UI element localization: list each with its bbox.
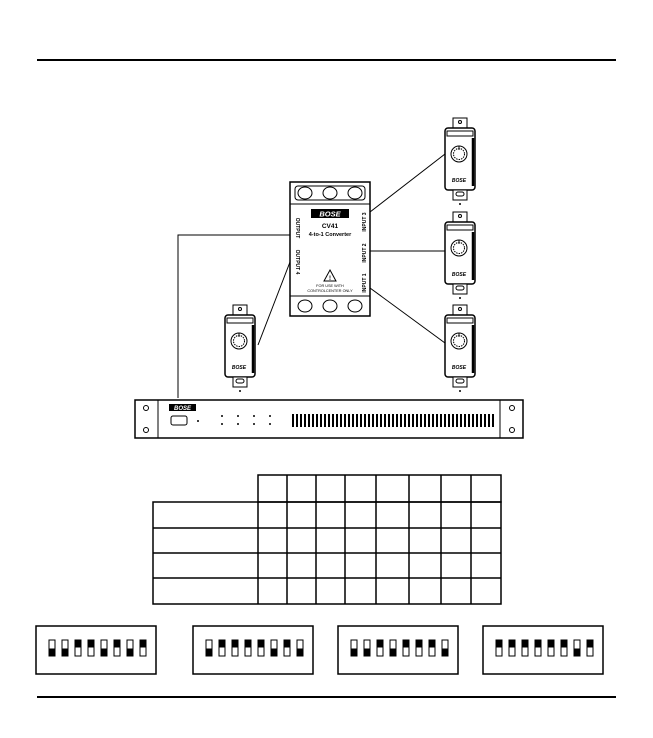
wall-controller-input2: [445, 212, 475, 299]
controller-brand-logo: BOSE: [451, 178, 467, 184]
dip-switch: [587, 640, 593, 656]
vent-slot: [368, 414, 370, 427]
dip-switch: [522, 640, 528, 656]
vent-slot: [464, 414, 466, 427]
rack-amplifier: [135, 400, 523, 438]
vent-slot: [432, 414, 434, 427]
dip-switch: [62, 640, 68, 656]
input3-wire: [370, 154, 445, 212]
cv41-model: CV41: [321, 223, 339, 230]
dip-switch-panels: [36, 626, 603, 674]
dip-switch: [88, 640, 94, 656]
dip-switch: [403, 640, 409, 656]
vent-slot: [296, 414, 298, 427]
vent-slot: [420, 414, 422, 427]
dip-switch: [140, 640, 146, 656]
dip-switch: [297, 640, 303, 656]
dip-switch-panel: [483, 626, 603, 674]
vent-slot: [364, 414, 366, 427]
vent-slot: [460, 414, 462, 427]
dip-switch-panel: [193, 626, 313, 674]
output4-wire: [258, 262, 290, 345]
vent-slot: [488, 414, 490, 427]
dip-switch: [271, 640, 277, 656]
vent-slot: [380, 414, 382, 427]
vent-slot: [448, 414, 450, 427]
dip-switch: [49, 640, 55, 656]
controller-brand-logo: BOSE: [231, 365, 247, 371]
amp-brand-logo: BOSE: [173, 406, 192, 412]
dip-switch: [429, 640, 435, 656]
dip-switch: [127, 640, 133, 656]
dip-switch: [377, 640, 383, 656]
input2-label: INPUT 2: [362, 243, 368, 263]
dip-switch: [390, 640, 396, 656]
controller-brand-logo: BOSE: [451, 365, 467, 371]
vent-slot: [416, 414, 418, 427]
cv41-name: 4-to-1 Converter: [308, 232, 352, 238]
vent-slot: [332, 414, 334, 427]
vent-slot: [328, 414, 330, 427]
wall-controller-input3: [445, 118, 475, 205]
dip-switch: [548, 640, 554, 656]
vent-slot: [304, 414, 306, 427]
dip-switch: [364, 640, 370, 656]
vent-slot: [352, 414, 354, 427]
vent-slot: [428, 414, 430, 427]
vent-slot: [472, 414, 474, 427]
vent-slot: [476, 414, 478, 427]
warning-text-2: CONTROLCENTER ONLY: [307, 289, 353, 293]
vent-slot: [312, 414, 314, 427]
vent-slot: [392, 414, 394, 427]
vent-slot: [440, 414, 442, 427]
wall-controller-input1: [445, 305, 475, 392]
vent-slot: [456, 414, 458, 427]
dip-switch: [219, 640, 225, 656]
wall-controller-output4: [225, 305, 255, 392]
vent-slot: [436, 414, 438, 427]
vent-slot: [452, 414, 454, 427]
dip-switch: [75, 640, 81, 656]
vent-slot: [336, 414, 338, 427]
vent-slot: [384, 414, 386, 427]
dip-switch-panel: [338, 626, 458, 674]
input1-wire: [370, 288, 445, 343]
dip-switch-panel: [36, 626, 156, 674]
vent-slot: [360, 414, 362, 427]
dip-switch: [232, 640, 238, 656]
dip-switch: [535, 640, 541, 656]
vent-slot: [404, 414, 406, 427]
vent-slot: [372, 414, 374, 427]
dip-switch: [442, 640, 448, 656]
vent-slot: [492, 414, 494, 427]
vent-slot: [444, 414, 446, 427]
switch-table: [153, 475, 501, 604]
dip-switch: [496, 640, 502, 656]
dip-switch: [351, 640, 357, 656]
cv41-brand-logo: BOSE: [319, 209, 341, 219]
output4-label: OUTPUT 4: [294, 249, 300, 275]
controller-brand-logo: BOSE: [451, 272, 467, 278]
svg-text:!: !: [329, 276, 331, 282]
dip-switch: [114, 640, 120, 656]
vent-slot: [348, 414, 350, 427]
vent-slot: [344, 414, 346, 427]
vent-slot: [300, 414, 302, 427]
input3-label: INPUT 3: [362, 212, 368, 232]
vent-slot: [356, 414, 358, 427]
vent-slot: [292, 414, 294, 427]
vent-slot: [388, 414, 390, 427]
dip-switch: [574, 640, 580, 656]
vent-slot: [308, 414, 310, 427]
dip-switch: [284, 640, 290, 656]
vent-slot: [424, 414, 426, 427]
cv41-converter: [290, 182, 370, 316]
output-label: OUTPUT: [294, 217, 300, 239]
dip-switch: [416, 640, 422, 656]
dip-switch: [258, 640, 264, 656]
vent-slot: [340, 414, 342, 427]
dip-switch: [561, 640, 567, 656]
vent-slot: [396, 414, 398, 427]
dip-switch: [206, 640, 212, 656]
vent-slot: [320, 414, 322, 427]
vent-slot: [480, 414, 482, 427]
dip-switch: [509, 640, 515, 656]
vent-slot: [468, 414, 470, 427]
vent-slot: [484, 414, 486, 427]
dip-switch: [101, 640, 107, 656]
vent-slot: [408, 414, 410, 427]
vent-slot: [376, 414, 378, 427]
vent-slot: [324, 414, 326, 427]
warning-text-1: FOR USE WITH: [316, 284, 344, 288]
vent-slot: [400, 414, 402, 427]
vent-slot: [316, 414, 318, 427]
dip-switch: [245, 640, 251, 656]
vent-slot: [412, 414, 414, 427]
input1-label: INPUT 1: [362, 273, 368, 293]
